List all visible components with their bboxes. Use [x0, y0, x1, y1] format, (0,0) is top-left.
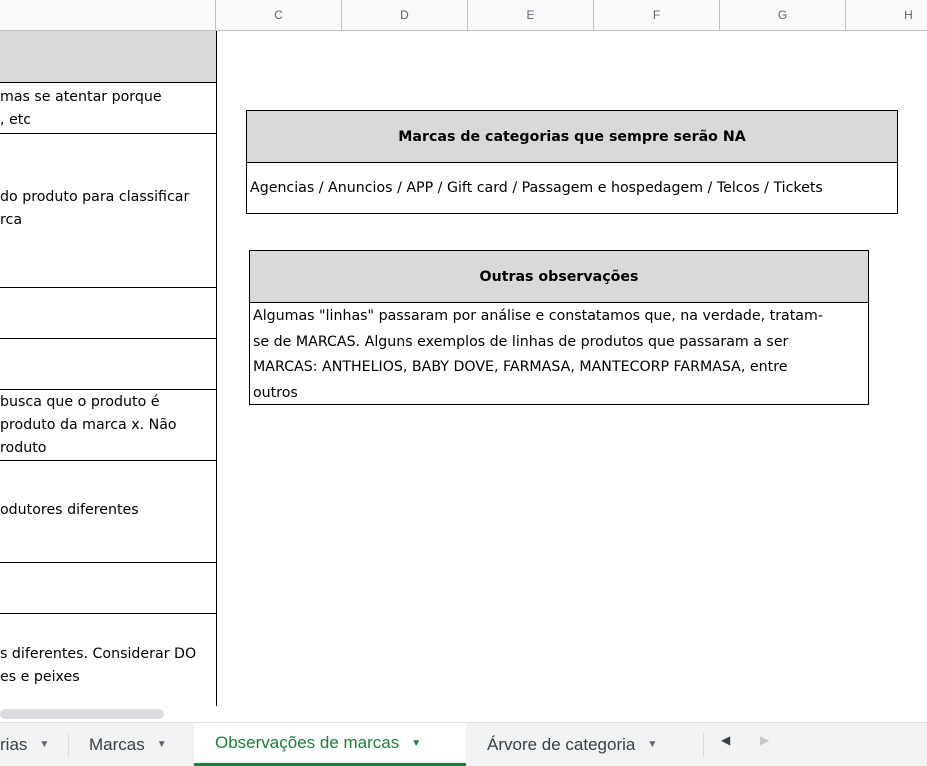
column-header-e[interactable]: E — [468, 0, 594, 30]
cell-text-line: busca que o produto é — [0, 394, 160, 410]
column-header-g[interactable]: G — [720, 0, 846, 30]
observacao-line: MARCAS: ANTHELIOS, BABY DOVE, FARMASA, MANTECORP FARMASA, entre — [253, 359, 788, 375]
outras-observacoes-title: Outras observações — [250, 251, 868, 303]
cell-text-line: , etc — [0, 112, 32, 128]
outras-observacoes-content — [250, 303, 868, 406]
column-b-cells — [0, 31, 217, 706]
cell-text-line: roduto — [0, 440, 47, 456]
scroll-tabs-right-icon[interactable]: ▶ — [760, 733, 770, 747]
chevron-down-icon[interactable]: ▼ — [39, 739, 50, 750]
sheet-tab-bar — [0, 722, 927, 766]
scroll-tabs-left-icon[interactable]: ◀ — [721, 733, 731, 747]
column-b-header-cell[interactable] — [0, 31, 216, 83]
observacao-line: se de MARCAS. Alguns exemplos de linhas de produtos que passaram a ser — [253, 333, 789, 350]
marcas-na-box[interactable] — [246, 110, 898, 214]
horizontal-scrollbar[interactable] — [0, 706, 927, 722]
sheet-tab-categorias[interactable] — [0, 723, 68, 766]
sheet-tab-observacoes-de-marcas[interactable] — [194, 723, 466, 766]
observacao-line: outros — [253, 384, 298, 401]
column-header-bar — [0, 0, 927, 31]
table-row[interactable] — [0, 390, 216, 461]
tab-divider — [703, 733, 704, 757]
table-row[interactable] — [0, 83, 216, 134]
table-row[interactable] — [0, 563, 216, 614]
column-header-b[interactable] — [0, 0, 216, 30]
chevron-down-icon[interactable]: ▼ — [647, 739, 658, 750]
sheet-tab-arvore-de-categoria[interactable] — [467, 723, 703, 766]
sheet-tab-label: Observações de marcas — [215, 733, 400, 752]
cell-text-line: produto da marca x. Não — [0, 417, 177, 433]
column-header-f[interactable]: F — [594, 0, 720, 30]
scrollbar-thumb[interactable] — [0, 709, 164, 719]
sheet-tab-label: Árvore de categoria — [487, 734, 636, 754]
marcas-na-title: Marcas de categorias que sempre serão NA — [247, 111, 897, 163]
cell-text-line: do produto para classificar — [0, 189, 190, 205]
sheet-tab-marcas[interactable] — [69, 723, 193, 766]
cell-text-line: es e peixes — [0, 669, 80, 685]
marcas-na-content: Agencias / Anuncios / APP / Gift card / Passagem e hospedagem / Telcos / Tickets — [250, 180, 823, 196]
chevron-down-icon[interactable]: ▼ — [156, 739, 167, 750]
sheet-tab-label: rias — [0, 734, 28, 754]
table-row[interactable] — [0, 461, 216, 563]
table-row[interactable] — [0, 614, 216, 706]
table-row[interactable] — [0, 134, 216, 288]
cell-text-line: mas se atentar porque — [0, 89, 162, 105]
cell-text-line: rca — [0, 212, 23, 228]
sheet-tab-label: Marcas — [89, 734, 145, 754]
cell-text-line: s diferentes. Considerar DO — [0, 646, 197, 662]
cell-text-line: odutores diferentes — [0, 502, 139, 518]
observacao-line: Algumas "linhas" passaram por análise e constatamos que, na verdade, tratam- — [253, 308, 823, 324]
outras-observacoes-box[interactable] — [249, 250, 869, 405]
chevron-down-icon[interactable]: ▼ — [411, 737, 422, 749]
table-row[interactable] — [0, 288, 216, 339]
column-header-d[interactable]: D — [342, 0, 468, 30]
column-header-h[interactable]: H — [846, 0, 927, 30]
table-row[interactable] — [0, 339, 216, 390]
column-header-c[interactable]: C — [216, 0, 342, 30]
